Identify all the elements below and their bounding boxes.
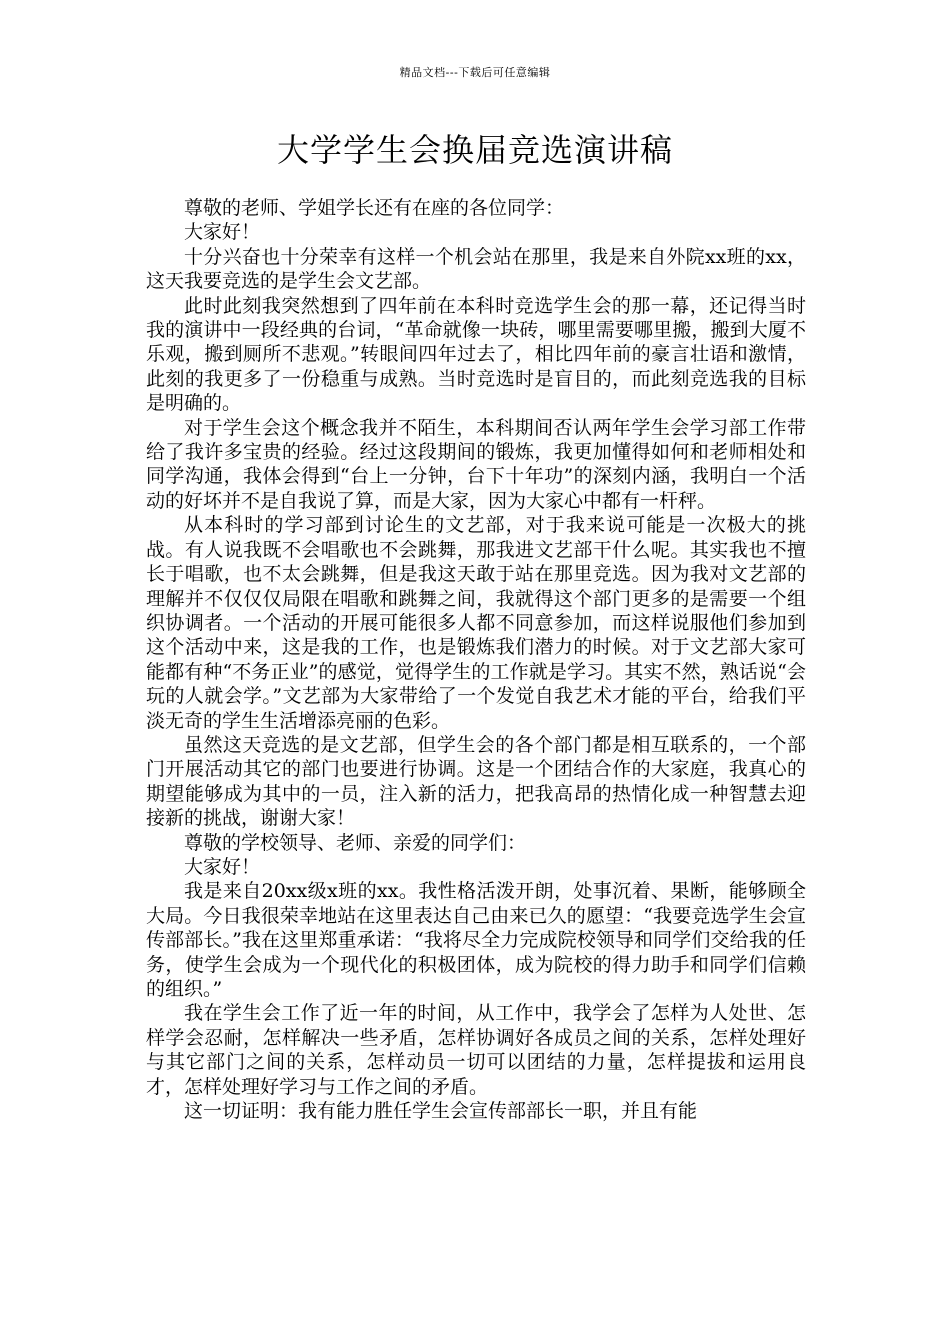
paragraph: 这一切证明：我有能力胜任学生会宣传部部长一职，并且有能 [184,1100,698,1123]
paragraph: 尊敬的老师、学姐学长还有在座的各位同学： [184,197,565,219]
paragraph: 大家好！ [184,221,261,244]
paragraph: 此时此刻我突然想到了四年前在本科时竞选学生会的那一幕，还记得当时我的演讲中一段经典的台词，“革命就像一块砖，哪里需要哪里搬，搬到大厦不乐观，搬到厕所不悲观。”转眼间四年过去了，相比四年前的豪言壮语和激情，此刻的我更多了一份稳重与成熟。当时竞选时是盲目的，而此刻竞选我的目标是明确的。 [146,294,806,415]
paragraph: 十分兴奋也十分荣幸有这样一个机会站在那里，我是来自外院xx班的xx，这天我要竞选的是学生会文艺部。 [146,245,806,293]
paragraph: 对于学生会这个概念我并不陌生，本科期间否认两年学生会学习部工作带给了我许多宝贵的经验。经过这段期间的锻炼，我更加懂得如何和老师相处和同学沟通，我体会得到“台上一分钟，台下十年功”的深刻内涵，我明白一个活动的好坏并不是自我说了算，而是大家，因为大家心中都有一杆秤。 [146,416,806,512]
header-note: 精品文档---下载后可任意编辑 [399,66,551,79]
paragraph: 我在学生会工作了近一年的时间，从工作中，我学会了怎样为人处世、怎样学会忍耐，怎样解决一些矛盾，怎样协调好各成员之间的关系，怎样处理好与其它部门之间的关系，怎样动员一切可以团结的力量，怎样提拔和运用良才，怎样处理好学习与工作之间的矛盾。 [146,1002,806,1098]
paragraph: 我是来自20xx级x班的xx。我性格活泼开朗，处事沉着、果断，能够顾全大局。今日我很荣幸地站在这里表达自己由来已久的愿望：“我要竞选学生会宣传部部长。”我在这里郑重承诺：“我将尽全力完成院校领导和同学们交给我的任务，使学生会成为一个现代化的积极团体，成为院校的得力助手和同学们信赖的组织。” [146,880,806,1000]
document-title: 大学学生会换届竞选演讲稿 [276,131,673,169]
paragraph: 尊敬的学校领导、老师、亲爱的同学们： [184,831,527,854]
paragraph: 大家好！ [184,855,261,878]
paragraph: 虽然这天竞选的是文艺部，但学生会的各个部门都是相互联系的，一个部门开展活动其它的部门也要进行协调。这是一个团结合作的大家庭，我真心的期望能够成为其中的一员，注入新的活力，把我高昂的热情化成一种智慧去迎接新的挑战，谢谢大家！ [146,733,806,830]
document-body [146,196,806,1123]
paragraph: 从本科时的学习部到讨论生的文艺部，对于我来说可能是一次极大的挑战。有人说我既不会唱歌也不会跳舞，那我进文艺部干什么呢。其实我也不擅长于唱歌，也不太会跳舞，但是我这天敢于站在那里竞选。因为我对文艺部的理解并不仅仅仅局限在唱歌和跳舞之间，我就得这个部门更多的是需要一个组织协调者。一个活动的开展可能很多人都不同意参加，而这样说服他们参加到这个活动中来，这是我的工作，也是锻炼我们潜力的时候。对于文艺部大家可能都有种“不务正业”的感觉，觉得学生的工作就是学习。其实不然，熟话说“会玩的人就会学。”文艺部为大家带给了一个发觉自我艺术才能的平台，给我们平淡无奇的学生生活增添亮丽的色彩。 [146,514,806,732]
